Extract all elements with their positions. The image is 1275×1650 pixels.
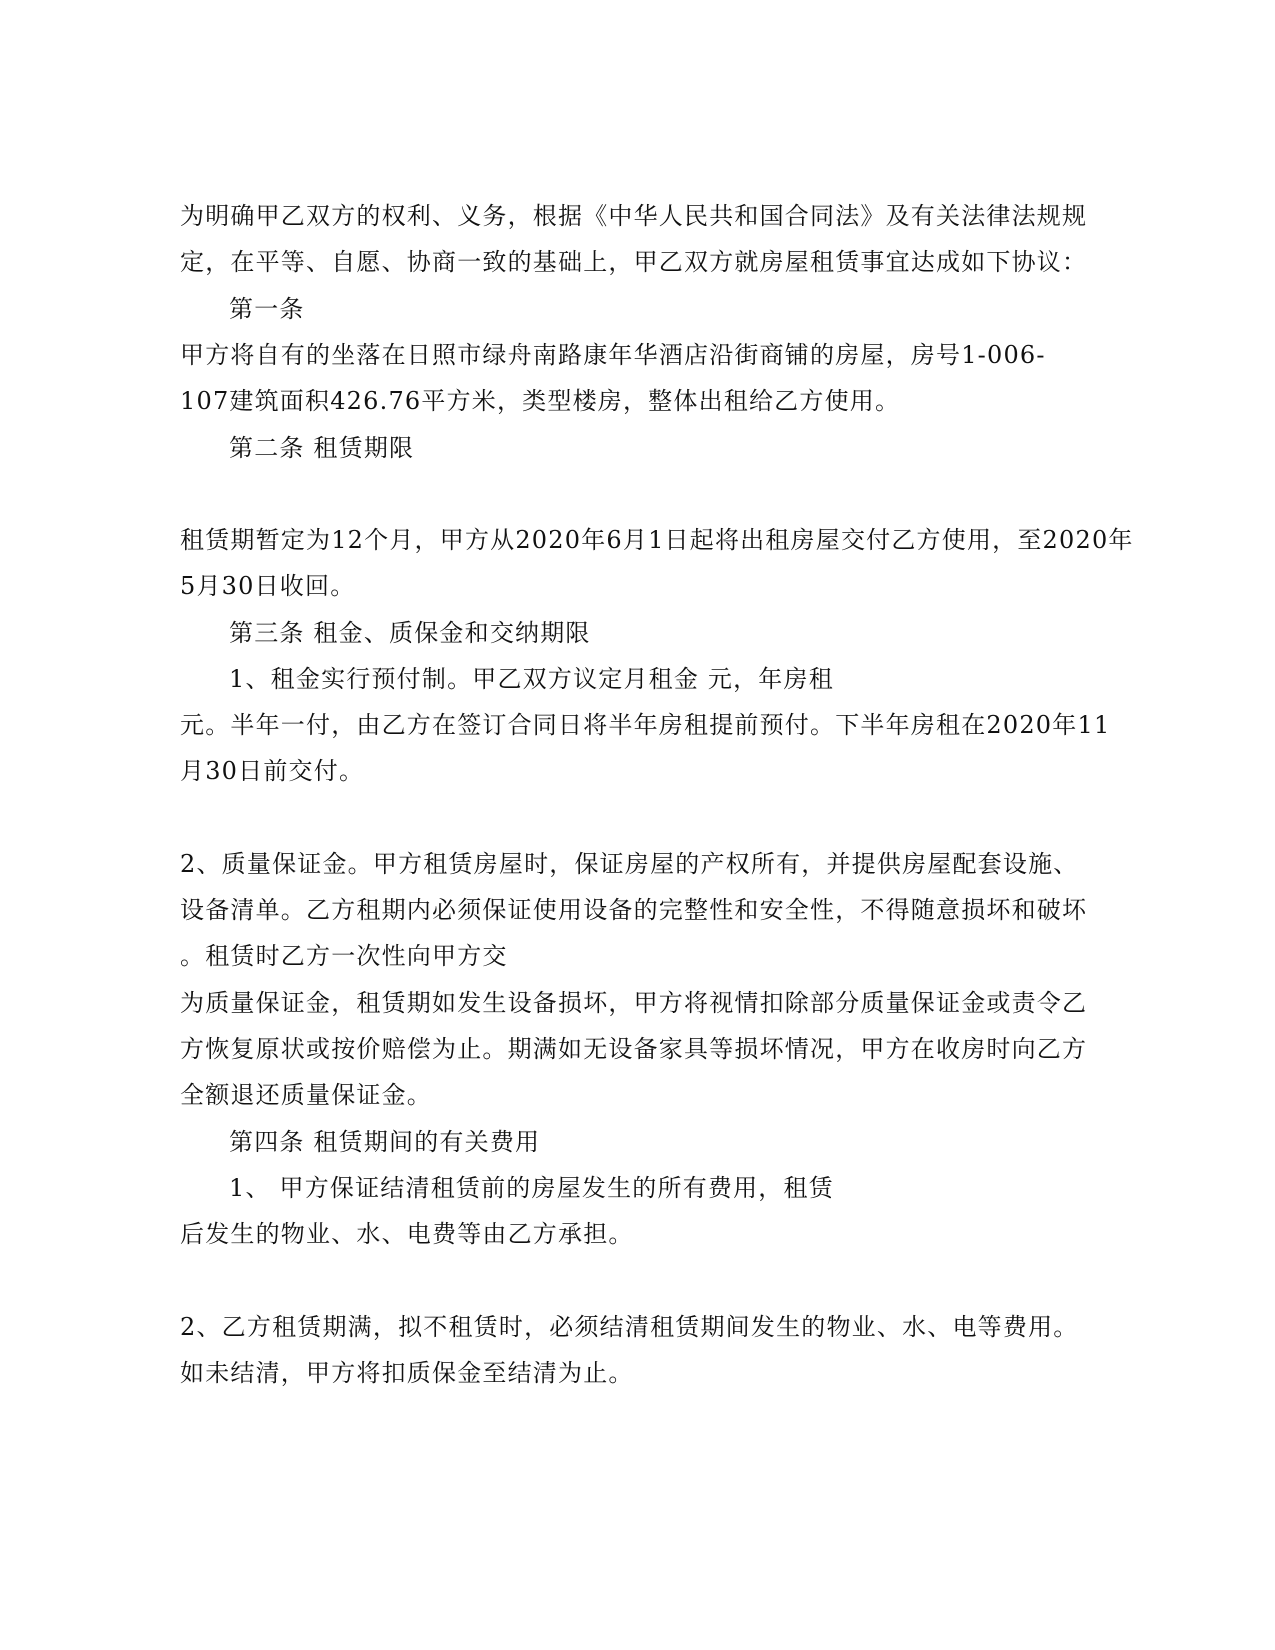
- article-3-item-1-line-3: 月30日前交付。: [180, 757, 365, 785]
- paragraph-intro-line-2: 定，在平等、自愿、协商一致的基础上，甲乙双方就房屋租赁事宜达成如下协议：: [180, 248, 1088, 276]
- article-1-line-1: 甲方将自有的坐落在日照市绿舟南路康年华酒店沿街商铺的房屋，房号1-006-: [180, 341, 1046, 369]
- article-1-line-2: 107建筑面积426.76平方米，类型楼房，整体出租给乙方使用。: [180, 387, 901, 415]
- article-4-item-1-line-2: 后发生的物业、水、电费等由乙方承担。: [180, 1220, 634, 1248]
- article-3-item-2-line-6: 全额退还质量保证金。: [180, 1081, 432, 1109]
- article-3-item-1-line-1: 1、租金实行预付制。甲乙双方议定月租金 元，年房租: [229, 665, 834, 693]
- article-4-item-2-line-2: 如未结清，甲方将扣质保金至结清为止。: [180, 1359, 634, 1387]
- article-3-item-2-line-1: 2、质量保证金。甲方租赁房屋时，保证房屋的产权所有，并提供房屋配套设施、: [180, 850, 1079, 878]
- article-4-heading: 第四条 租赁期间的有关费用: [229, 1128, 541, 1156]
- article-3-heading: 第三条 租金、质保金和交纳期限: [229, 619, 591, 647]
- article-4-item-1-line-1: 1、 甲方保证结清租赁前的房屋发生的所有费用，租赁: [229, 1174, 834, 1202]
- article-1-heading: 第一条: [229, 295, 305, 323]
- article-3-item-2-line-3: 。租赁时乙方一次性向甲方交: [180, 942, 508, 970]
- article-2-line-2: 5月30日收回。: [180, 572, 356, 600]
- article-3-item-2-line-5: 方恢复原状或按价赔偿为止。期满如无设备家具等损坏情况，甲方在收房时向乙方: [180, 1035, 1088, 1063]
- paragraph-intro-line-1: 为明确甲乙双方的权利、义务，根据《中华人民共和国合同法》及有关法律法规规: [180, 202, 1088, 230]
- article-2-heading: 第二条 租赁期限: [229, 434, 415, 462]
- article-3-item-1-line-2: 元。半年一付，由乙方在签订合同日将半年房租提前预付。下半年房租在2020年11: [180, 711, 1111, 739]
- article-3-item-2-line-2: 设备清单。乙方租期内必须保证使用设备的完整性和安全性，不得随意损坏和破坏: [180, 896, 1088, 924]
- article-2-line-1: 租赁期暂定为12个月，甲方从2020年6月1日起将出租房屋交付乙方使用，至2020年: [180, 526, 1134, 554]
- article-3-item-2-line-4: 为质量保证金，租赁期如发生设备损坏，甲方将视情扣除部分质量保证金或责令乙: [180, 989, 1088, 1017]
- article-4-item-2-line-1: 2、乙方租赁期满，拟不租赁时，必须结清租赁期间发生的物业、水、电等费用。: [180, 1313, 1079, 1341]
